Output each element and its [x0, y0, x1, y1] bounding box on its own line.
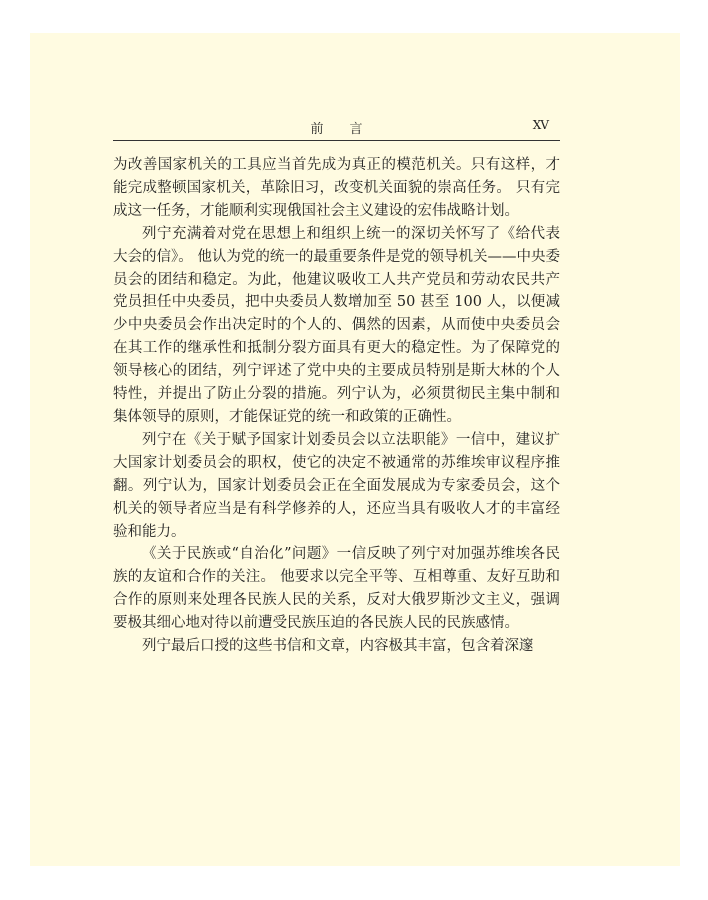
body-text [113, 154, 560, 658]
section-title: 前 言 [310, 122, 363, 137]
paragraph: 列宁在《关于赋予国家计划委员会以立法职能》一信中，建议扩大国家计划委员会的职权，使它的决定不被通常的苏维埃审议程序推翻。列宁认为，国家计划委员会正在全面发展成为专家委员会，这个机关的领导者应当是有科学修养的人，还应当具有吸收人才的丰富经验和能力。 [113, 431, 560, 540]
paragraph: 《关于民族或“自治化”问题》一信反映了列宁对加强苏维埃各民族的友谊和合作的关注。 他要求以完全平等、互相尊重、友好互助和合作的原则来处理各民族人民的关系，反对大俄罗斯沙文主义，强调要极其细心地对待以前遭受民族压迫的各民族人民的民族感情。 [113, 546, 560, 632]
page-number: XV [532, 118, 548, 132]
paragraph: 为改善国家机关的工具应当首先成为真正的模范机关。只有这样，才能完成整顿国家机关，革除旧习，改变机关面貌的崇高任务。 只有完成这一任务，才能顺利实现俄国社会主义建设的宏伟战略计划。 [113, 157, 560, 219]
paragraph: 列宁充满着对党在思想上和组织上统一的深切关怀写了《给代表大会的信》。 他认为党的统一的最重要条件是党的领导机关——中央委员会的团结和稳定。为此，他建议吸收工人共产党员和劳动农民共产党员担任中央委员，把中央委员人数增加至 50 甚至 100 人，以便减少中央委员会作出决定时的个人的、偶然的因素，从而使中央委员会在其工作的继承性和抵制分裂方面具有更大的稳定性。为了保障党的领导核心的团结，列宁评述了党中央的主要成员特别是斯大林的个人特性，并提出了防止分裂的措施。列宁认为，必须贯彻民主集中制和集体领导的原则，才能保证党的统一和政策的正确性。 [113, 225, 560, 425]
header-rule [113, 140, 560, 141]
running-header [113, 118, 560, 140]
paragraph: 列宁最后口授的这些书信和文章，内容极其丰富，包含着深邃 [142, 638, 534, 655]
